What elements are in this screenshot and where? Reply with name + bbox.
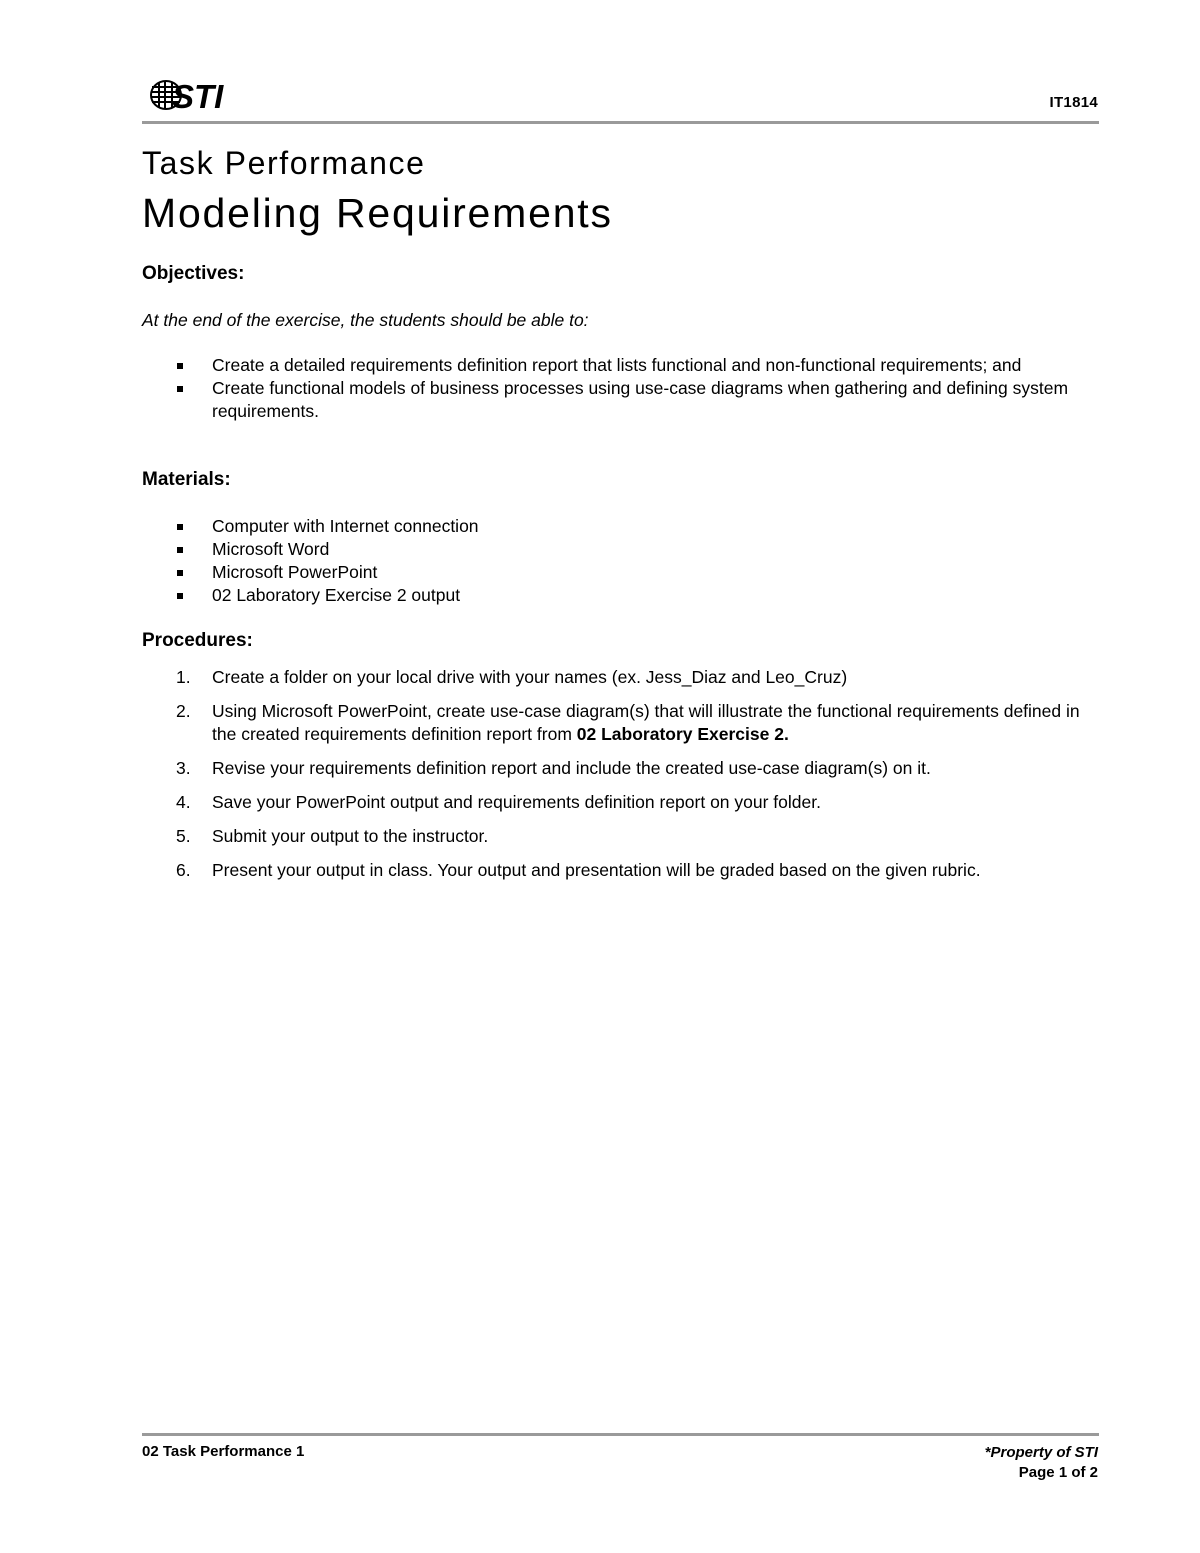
material-text: Computer with Internet connection xyxy=(212,516,479,536)
materials-heading: Materials: xyxy=(142,469,231,490)
step-number: 5. xyxy=(176,826,191,846)
header-divider xyxy=(142,121,1099,124)
material-text: Microsoft PowerPoint xyxy=(212,562,378,582)
procedures-list xyxy=(142,666,1102,893)
document-subtitle: Modeling Requirements xyxy=(142,190,613,236)
footer-divider xyxy=(142,1433,1099,1436)
list-item xyxy=(142,584,1102,607)
property-notice: *Property of STI xyxy=(984,1444,1098,1461)
list-item xyxy=(142,538,1102,561)
step-number: 2. xyxy=(176,701,191,721)
page-number: Page 1 of 2 xyxy=(1018,1464,1098,1481)
step-number: 6. xyxy=(176,860,191,880)
sti-logo-mark xyxy=(148,74,240,114)
step-number: 4. xyxy=(176,792,191,812)
footer-right-block xyxy=(985,1443,1098,1483)
objective-text: Create a detailed requirements definition report that lists functional and non-functional requirements; and xyxy=(212,355,1022,375)
bullet-icon xyxy=(177,386,183,392)
document-title: Task Performance xyxy=(142,145,426,181)
step-text: Using Microsoft PowerPoint, create use-case diagram(s) that will illustrate the functional requirements defined in the created requirements definition report from xyxy=(212,701,1080,744)
bullet-icon xyxy=(177,363,183,369)
procedure-step xyxy=(142,859,1102,882)
step-text: Create a folder on your local drive with your names (ex. Jess_Diaz and Leo_Cruz) xyxy=(212,667,848,687)
bullet-icon xyxy=(177,593,183,599)
objectives-list xyxy=(142,354,1102,423)
objectives-intro: At the end of the exercise, the students should be able to: xyxy=(142,310,589,330)
step-number: 1. xyxy=(176,667,191,687)
list-item xyxy=(142,377,1102,423)
step-bold-reference: 02 Laboratory Exercise 2 xyxy=(576,724,784,744)
material-text: 02 Laboratory Exercise 2 output xyxy=(212,585,461,605)
objective-text: Create functional models of business processes using use-case diagrams when gathering and defining system requirements. xyxy=(212,378,1069,421)
step-text: Submit your output to the instructor. xyxy=(212,826,489,846)
list-item xyxy=(142,515,1102,538)
sti-logo xyxy=(148,74,240,114)
svg-text:STI: STI xyxy=(172,78,224,114)
step-text: Save your PowerPoint output and requirements definition report on your folder. xyxy=(212,792,821,812)
bullet-icon xyxy=(177,547,183,553)
procedure-step xyxy=(142,666,1102,689)
procedure-step xyxy=(142,791,1102,814)
list-item xyxy=(142,354,1102,377)
list-item xyxy=(142,561,1102,584)
step-trailing-punctuation: . xyxy=(783,724,789,744)
course-code: IT1814 xyxy=(1049,94,1098,111)
footer-document-name: 02 Task Performance 1 xyxy=(142,1443,305,1460)
bullet-icon xyxy=(177,524,183,530)
step-text: Revise your requirements definition report and include the created use-case diagram(s) on it. xyxy=(212,758,931,778)
objectives-heading: Objectives: xyxy=(142,263,245,284)
procedures-heading: Procedures: xyxy=(142,630,253,651)
step-text: Present your output in class. Your output and presentation will be graded based on the given rubric. xyxy=(212,860,981,880)
procedure-step xyxy=(142,700,1102,746)
procedure-step xyxy=(142,825,1102,848)
procedure-step xyxy=(142,757,1102,780)
material-text: Microsoft Word xyxy=(212,539,330,559)
materials-list xyxy=(142,515,1102,607)
bullet-icon xyxy=(177,570,183,576)
step-number: 3. xyxy=(176,758,191,778)
